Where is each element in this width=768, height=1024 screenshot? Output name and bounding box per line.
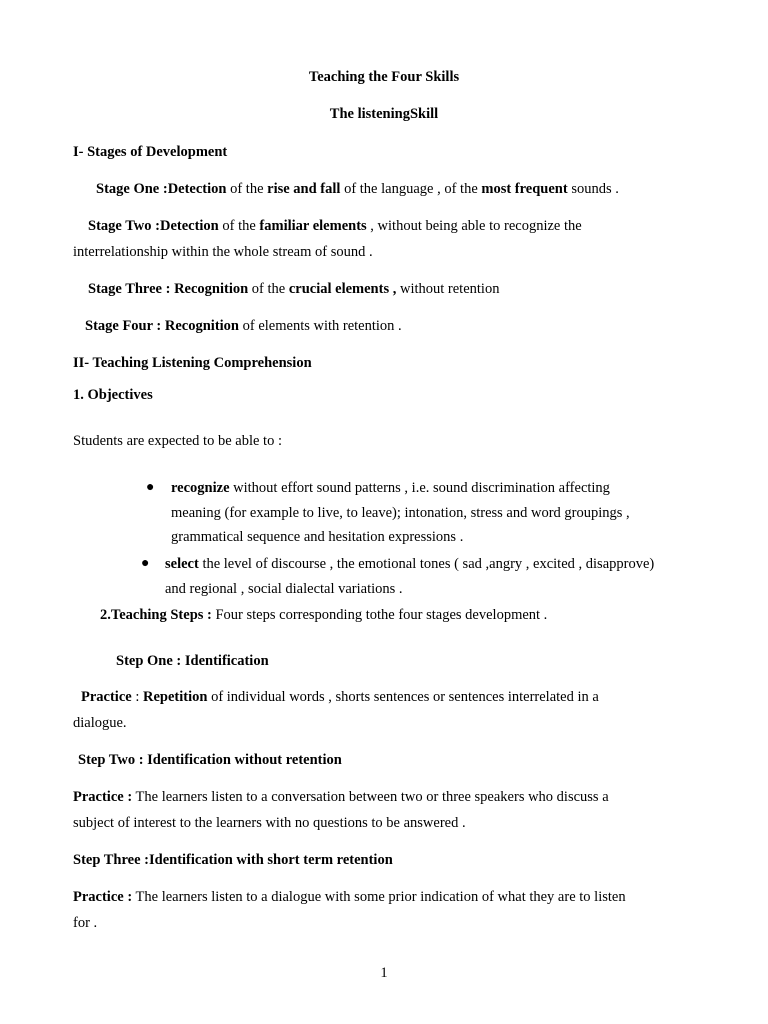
document-subtitle: The listeningSkill	[329, 106, 439, 122]
step-one-practice-line2: dialogue.	[73, 715, 127, 731]
stage-two-continuation: interrelationship within the whole stream of sound .	[73, 244, 373, 260]
objectives-heading: 1. Objectives	[73, 387, 153, 403]
section-heading-stages: I- Stages of Development	[73, 144, 228, 160]
step-three-practice-line2: for .	[73, 915, 98, 931]
stage-one-line: Stage One :Detection of the rise and fall of the language , of the most frequent sounds .	[96, 181, 619, 197]
step-one-practice-line1: Practice : Repetition of individual words , shorts sentences or sentences interrelated in a	[81, 689, 599, 705]
step-two-heading: Step Two : Identification without retention	[78, 752, 342, 768]
step-two-practice-line2: subject of interest to the learners with no questions to be answered .	[73, 815, 466, 831]
stage-two-line: Stage Two :Detection of the familiar elements , without being able to recognize the	[88, 218, 582, 234]
bullet-recognize-line3: grammatical sequence and hesitation expressions .	[171, 529, 464, 545]
document-title: Teaching the Four Skills	[308, 69, 460, 85]
step-three-heading: Step Three :Identification with short term retention	[73, 852, 393, 868]
bullet-recognize-line2: meaning (for example to live, to leave); intonation, stress and word groupings ,	[171, 505, 630, 521]
teaching-steps-line: 2.Teaching Steps : Four steps corresponding tothe four stages development .	[100, 607, 548, 623]
page-number: 1	[380, 965, 388, 981]
step-one-heading: Step One : Identification	[116, 653, 269, 669]
objectives-intro: Students are expected to be able to :	[73, 433, 282, 449]
section-heading-listening: II- Teaching Listening Comprehension	[73, 355, 312, 371]
stage-four-line: Stage Four : Recognition of elements with retention .	[85, 318, 402, 334]
bullet-icon: ●	[146, 480, 155, 495]
step-two-practice-line1: Practice : The learners listen to a conversation between two or three speakers who discuss a	[73, 789, 609, 805]
bullet-recognize-line1: recognize without effort sound patterns , i.e. sound discrimination affecting	[171, 480, 610, 496]
bullet-icon: ●	[141, 556, 150, 571]
step-three-practice-line1: Practice : The learners listen to a dialogue with some prior indication of what they are to listen	[73, 889, 626, 905]
bullet-select-line2: and regional , social dialectal variations .	[165, 581, 403, 597]
stage-three-line: Stage Three : Recognition of the crucial elements , without retention	[88, 281, 500, 297]
bullet-select-line1: select the level of discourse , the emotional tones ( sad ,angry , excited , disapprove)	[165, 556, 655, 572]
